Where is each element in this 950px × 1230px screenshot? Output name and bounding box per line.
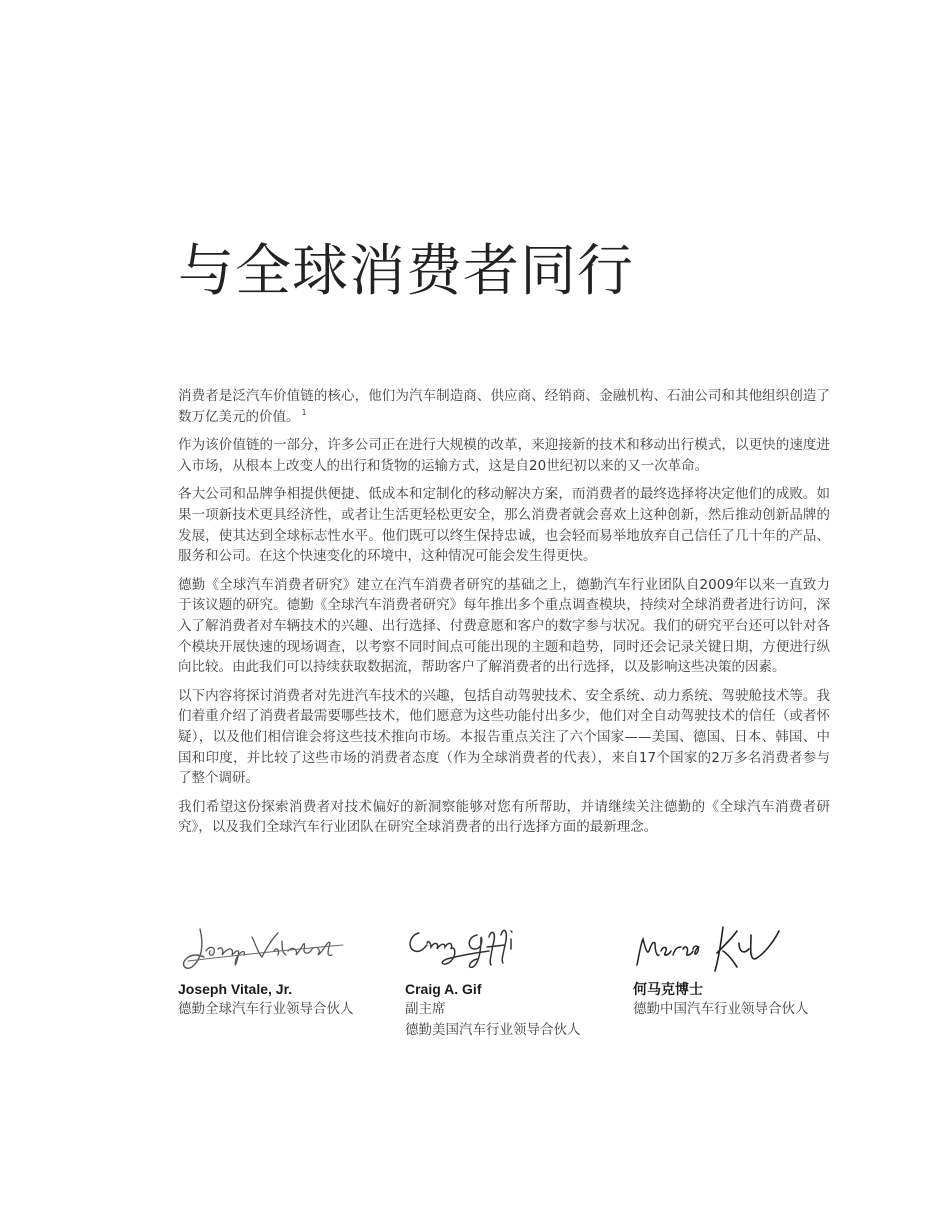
page-title: 与全球消费者同行 — [178, 239, 634, 304]
signer-role: 德勤中国汽车行业领导合伙人 — [633, 1001, 809, 1017]
signature-joseph-vitale — [178, 915, 348, 977]
signature-craig-gif — [405, 915, 575, 977]
paragraph-6: 我们希望这份探索消费者对技术偏好的新洞察能够对您有所帮助，并请继续关注德勤的《全球汽车消费者研究》，以及我们全球汽车行业团队在研究全球消费者的出行选择方面的最新理念。 — [178, 798, 830, 836]
paragraph-2: 作为该价值链的一部分，许多公司正在进行大规模的改革，来迎接新的技术和移动出行模式，以更快的速度进入市场，从根本上改变人的出行和货物的运输方式，这是自20世纪初以来的又一次革命。 — [178, 437, 830, 474]
paragraph-5: 以下内容将探讨消费者对先进汽车技术的兴趣，包括自动驾驶技术、安全系统、动力系统、驾驶舱技术等。我们着重介绍了消费者最需要哪些技术，他们愿意为这些功能付出多少，他们对全自动驾驶技术的信任（或者怀疑），以及他们相信谁会将这些技术推向市场。本报告重点关注了六个国家——美国、德国、日本、韩国、中国和印度，并比较了这些市场的消费者态度（作为全球消费者的代表），来自17个国家的2万多名消费者参与了整个调研。 — [178, 687, 830, 787]
signer-craig-gif — [405, 915, 625, 1040]
paragraph-4: 德勤《全球汽车消费者研究》建立在汽车消费者研究的基础之上，德勤汽车行业团队自2009年以来一直致力于该议题的研究。德勤《全球汽车消费者研究》每年推出多个重点调查模块，持续对全球消费者进行访问，深入了解消费者对车辆技术的兴趣、出行选择、付费意愿和客户的数字参与状况。我们的研究平台还可以针对各个模块开展快速的现场调查，以考察不同时间点可能出现的主题和趋势，同时还会记录关键日期，方便进行纵向比较。由此我们可以持续获取数据流，帮助客户了解消费者的出行选择，以及影响这些决策的因素。 — [178, 576, 830, 676]
paragraph-1 — [178, 386, 830, 427]
signer-name: 何马克博士 — [633, 981, 703, 997]
paragraph-3: 各大公司和品牌争相提供便捷、低成本和定制化的移动解决方案，而消费者的最终选择将决定他们的成败。如果一项新技术更具经济性，或者让生活更轻松更安全，那么消费者就会喜欢上这种创新，然后推动创新品牌的发展，使其达到全球标志性水平。他们既可以终生保持忠诚，也会轻而易举地放弃自己信任了几十年的产品、服务和公司。在这个快速变化的环境中，这种情况可能会发生得更快。 — [178, 486, 830, 565]
signer-role: 德勤美国汽车行业领导合伙人 — [405, 1021, 581, 1038]
signature-block — [178, 915, 878, 1055]
signature-he-make — [633, 915, 803, 977]
body-text — [178, 386, 830, 846]
signer-joseph-vitale — [178, 915, 398, 1020]
signer-role: 副主席 — [405, 1001, 446, 1017]
footnote-ref[interactable]: 1 — [301, 408, 307, 418]
signer-name: Craig A. Gif — [405, 981, 482, 997]
signer-role: 德勤全球汽车行业领导合伙人 — [178, 1001, 354, 1017]
signer-he-make — [633, 915, 853, 1020]
signer-name: Joseph Vitale, Jr. — [178, 981, 293, 997]
paragraph-1-text: 消费者是泛汽车价值链的核心，他们为汽车制造商、供应商、经销商、金融机构、石油公司和其他组织创造了数万亿美元的价值。 — [178, 388, 830, 425]
